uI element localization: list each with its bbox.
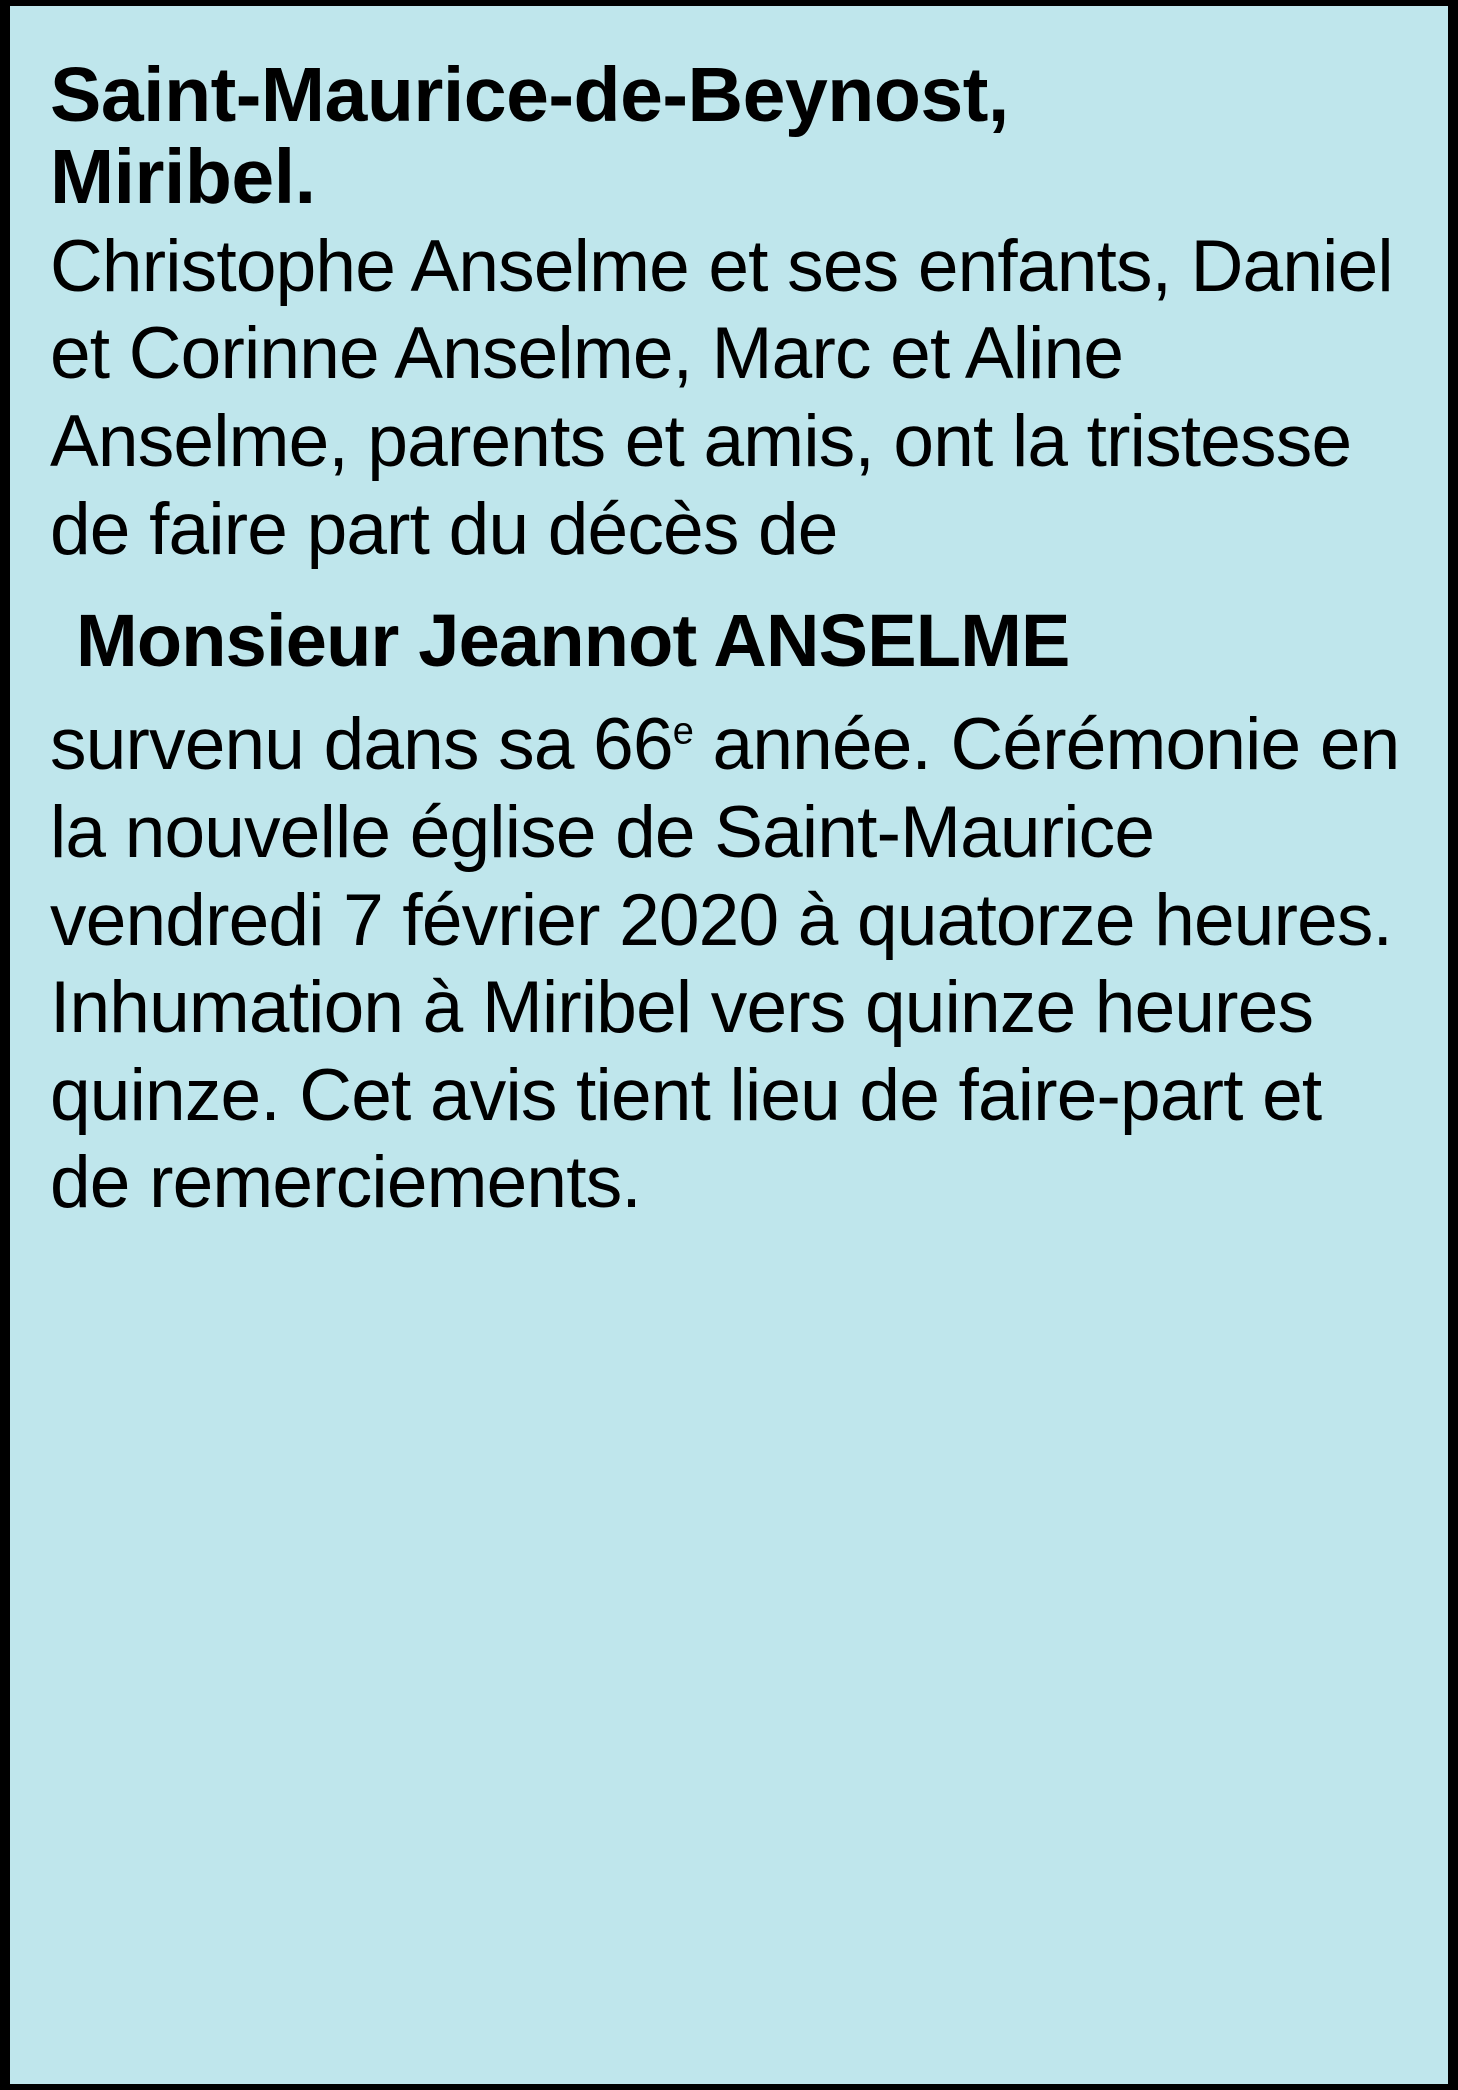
deceased-name: Monsieur Jeannot ANSELME xyxy=(76,599,1070,683)
locality-heading: Saint-Maurice-de-Beynost, Miribel. xyxy=(50,52,1009,221)
ordinal-suffix: e xyxy=(672,711,694,754)
details-remainder: année. Cérémonie en la nouvelle église de Saint-Maurice vendredi 7 février 2020 à quatorze heures. Inhumation à Miribel vers quinze heures quinze. Cet avis tient lieu de faire-part et de remerciements. xyxy=(50,704,1400,1224)
announcement-intro-text: Christophe Anselme et ses enfants, Daniel et Corinne Anselme, Marc et Aline Anselme, parents et amis, ont la tristesse de faire part du décès de xyxy=(50,225,1393,570)
notice-content xyxy=(10,6,1448,1227)
ceremony-details-text xyxy=(50,701,1414,1227)
details-age-prefix: survenu dans sa 66 xyxy=(50,704,673,786)
